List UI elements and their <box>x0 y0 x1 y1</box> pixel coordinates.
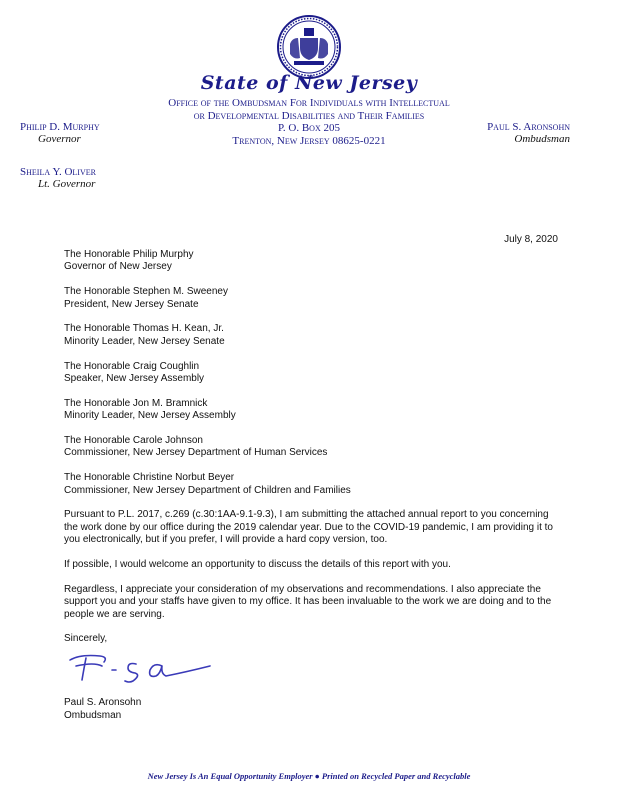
signer-title: Ombudsman <box>64 709 122 721</box>
office-po-box: P. O. Box 205 <box>278 122 340 134</box>
lt-governor-name: Sheila Y. Oliver <box>20 166 96 178</box>
governor-name: Philip D. Murphy <box>20 121 100 133</box>
ombudsman-block <box>487 121 570 145</box>
body-paragraph: Regardless, I appreciate your consideration of my observations and recommendations. I also appreciate the support you and your staffs have given to my office. It has been invaluable to the work we are doing and to the people we are serving. <box>64 583 552 620</box>
body-paragraph: If possible, I would welcome an opportunity to discuss the details of this report with you. <box>64 559 451 571</box>
recipient-name: The Honorable Jon M. Bramnick <box>64 397 208 409</box>
recipient-name: The Honorable Stephen M. Sweeney <box>64 286 228 298</box>
signer-name: Paul S. Aronsohn <box>64 697 142 708</box>
closing: Sincerely, <box>64 633 108 645</box>
lt-governor-block <box>20 166 96 190</box>
recipient-title: Governor of New Jersey <box>64 261 172 273</box>
state-title: State of New Jersey <box>200 72 418 94</box>
recipient-block <box>64 249 564 274</box>
recipient-title: Minority Leader, New Jersey Senate <box>64 335 225 347</box>
governor-title: Governor <box>38 133 81 145</box>
recipient-name: The Honorable Carole Johnson <box>64 435 203 447</box>
recipient-title: Minority Leader, New Jersey Assembly <box>64 410 236 422</box>
office-name-line1: Office of the Ombudsman For Individuals with Intellectual <box>168 97 450 109</box>
handwritten-signature <box>66 652 226 684</box>
recipient-name: The Honorable Philip Murphy <box>64 249 194 260</box>
recipient-title: Commissioner, New Jersey Department of Human Services <box>64 447 328 459</box>
signer-block <box>64 697 141 722</box>
recipient-block <box>64 323 564 348</box>
ombudsman-name: Paul S. Aronsohn <box>487 121 570 133</box>
recipient-title: Commissioner, New Jersey Department of Children and Families <box>64 484 351 496</box>
recipient-title: President, New Jersey Senate <box>64 298 199 310</box>
governor-block <box>20 121 100 145</box>
letter-body <box>64 249 564 658</box>
office-name-line2: or Developmental Disabilities and Their Families <box>193 109 425 122</box>
recipient-block <box>64 435 564 460</box>
recipient-title: Speaker, New Jersey Assembly <box>64 373 205 385</box>
lt-governor-title: Lt. Governor <box>38 178 96 190</box>
recipient-block <box>64 472 564 497</box>
recipient-block <box>64 361 564 386</box>
recipient-name: The Honorable Christine Norbut Beyer <box>64 472 235 484</box>
body-paragraph: Pursuant to P.L. 2017, c.269 (c.30:1AA-9.1-9.3), I am submitting the attached annual report to you concerning the work done by our office during the 2019 calendar year. Due to the COVID-19 pandemic, I am providing it to you electronically, but if you prefer, I will provide a hard copy version, too. <box>64 509 553 546</box>
footer-text: New Jersey Is An Equal Opportunity Employer ● Printed on Recycled Paper and Recyclable <box>147 771 471 781</box>
state-seal-icon <box>276 14 342 80</box>
recipient-name: The Honorable Craig Coughlin <box>64 360 200 372</box>
ombudsman-title: Ombudsman <box>514 133 570 145</box>
office-city-zip: Trenton, New Jersey 08625-0221 <box>232 134 386 147</box>
recipient-block <box>64 286 564 311</box>
recipient-block <box>64 398 564 423</box>
letter-date: July 8, 2020 <box>504 234 558 245</box>
recipient-name: The Honorable Thomas H. Kean, Jr. <box>64 323 224 335</box>
